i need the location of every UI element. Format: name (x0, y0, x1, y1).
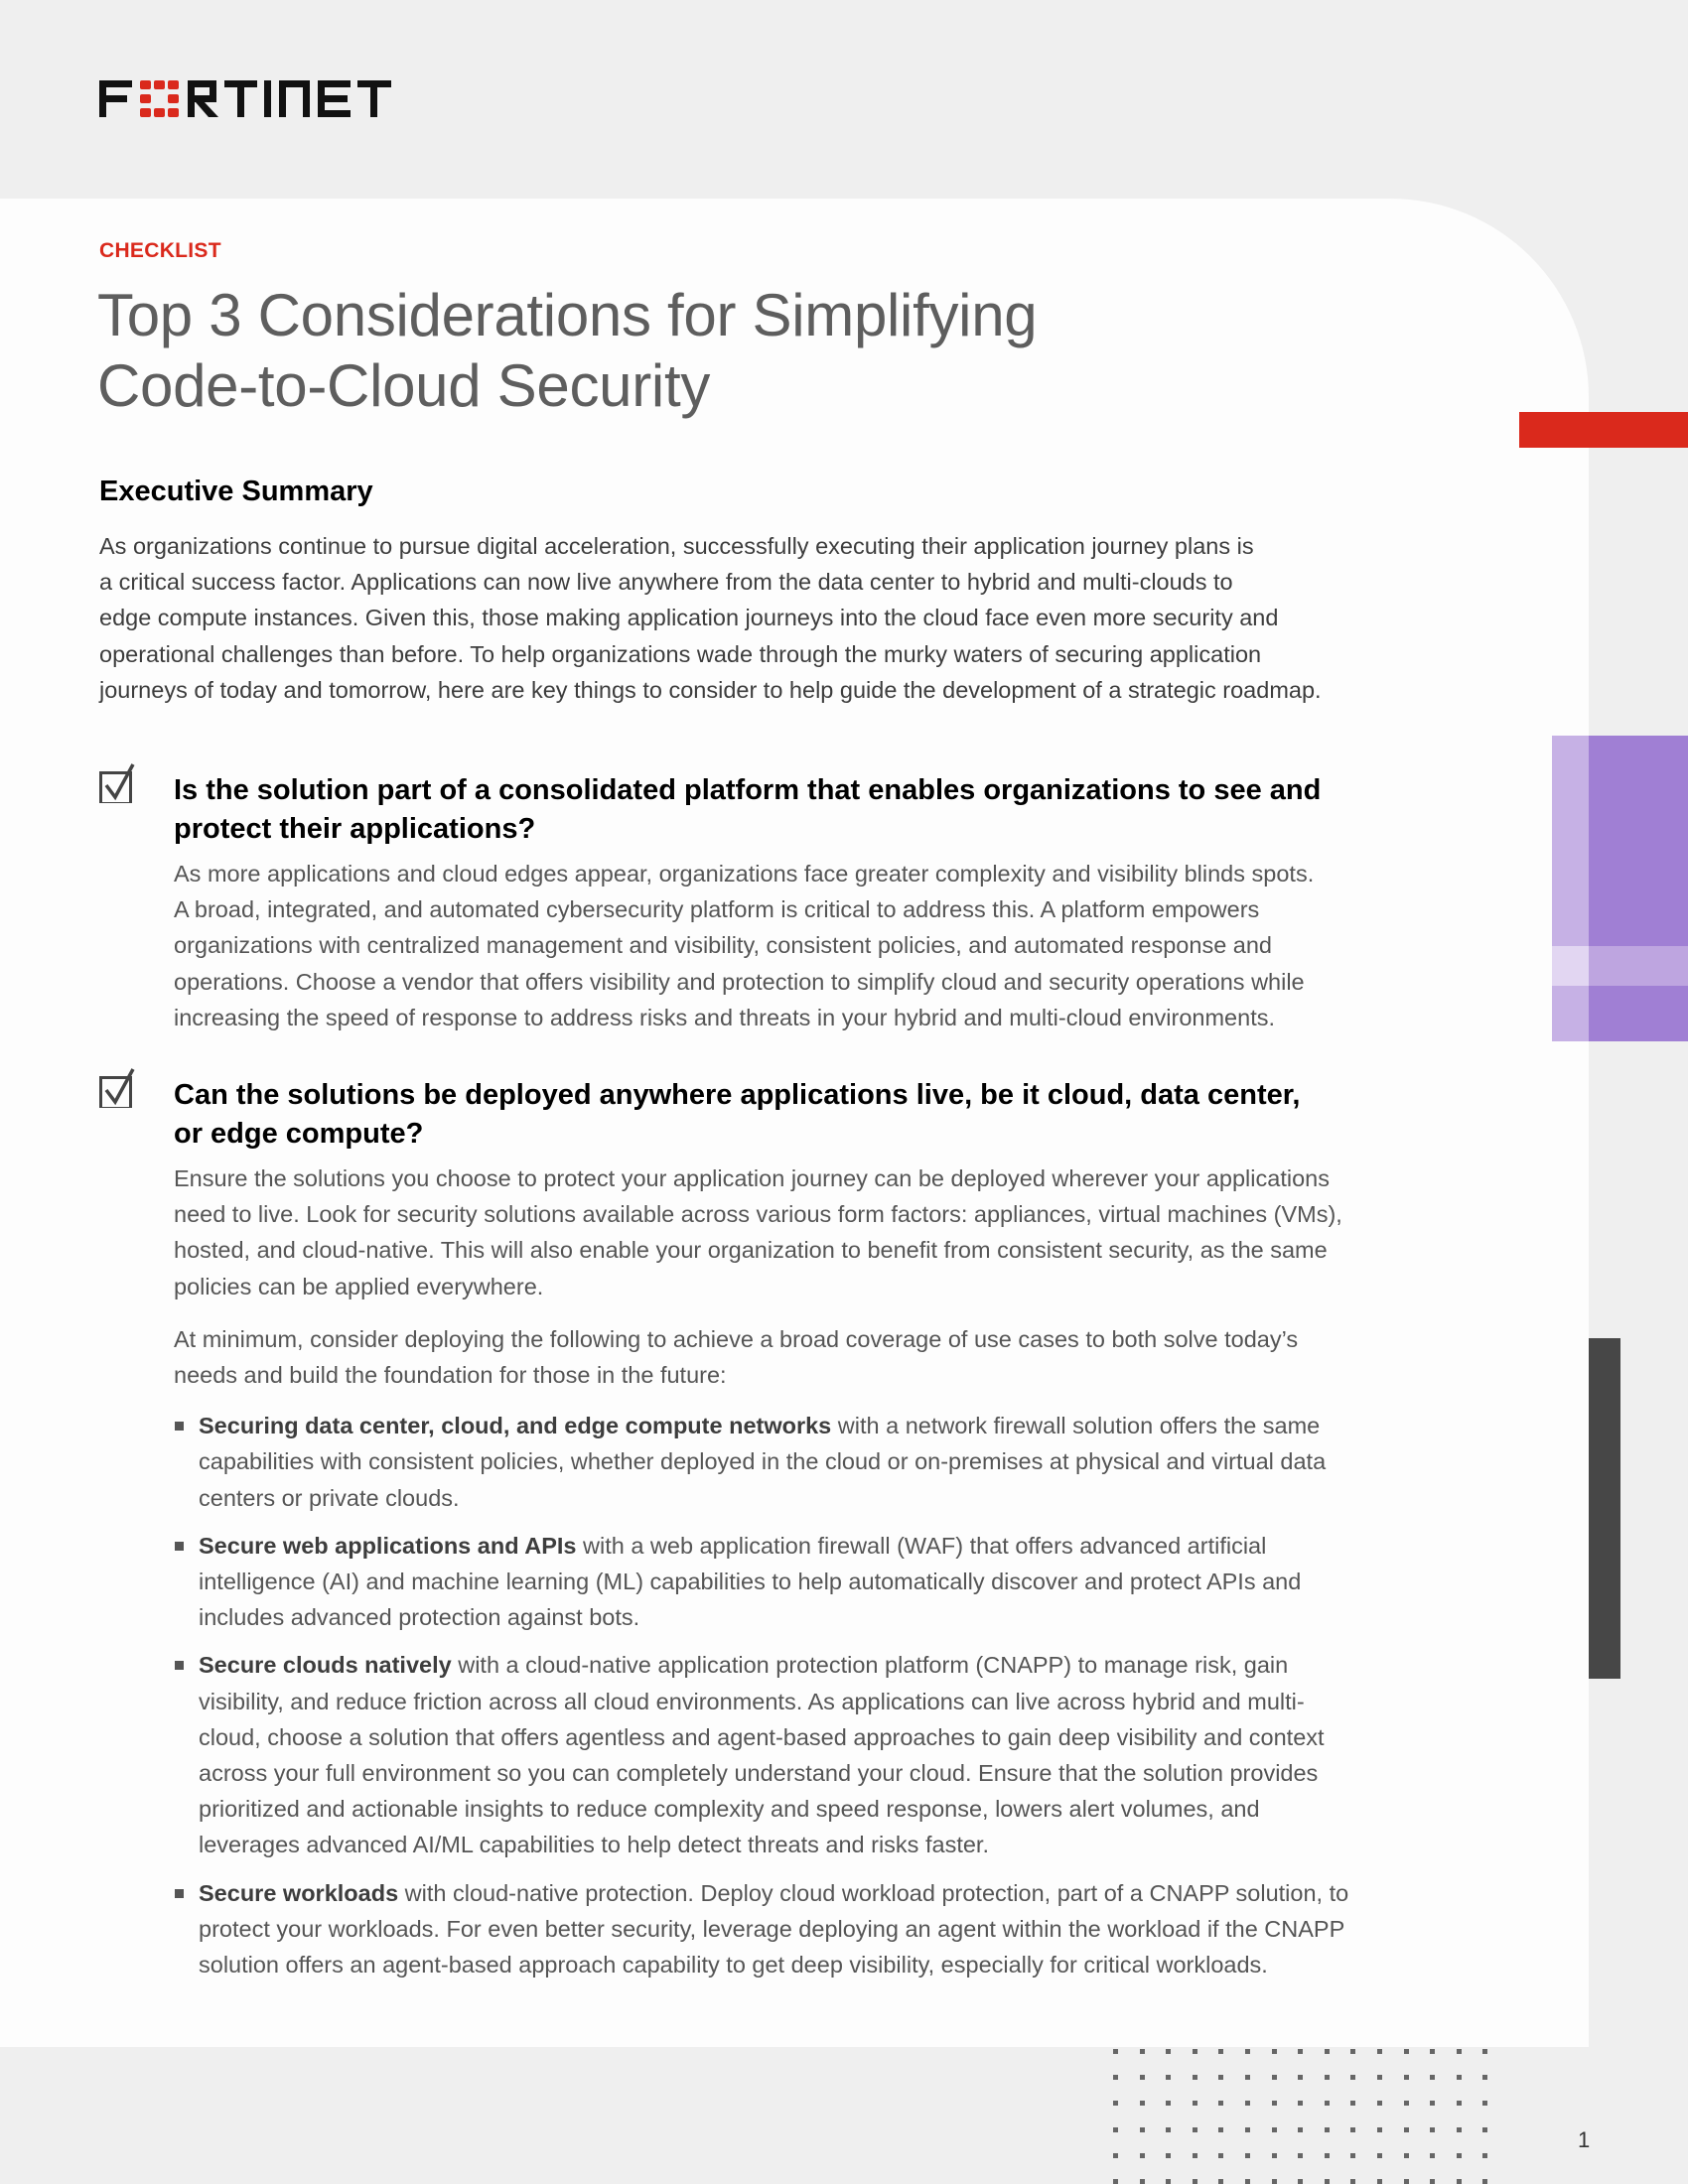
bullet-text: with a network firewall solution offers the same (831, 1413, 1321, 1439)
list-item (174, 1875, 1584, 1983)
bullet-text: solution offers an agent-based approach capability to get deep visibility, especially for critical workloads. (199, 1952, 1268, 1979)
checklist-answer (174, 856, 1584, 1035)
bullet-lead: Securing data center, cloud, and edge compute networks (199, 1413, 832, 1439)
answer-line: policies can be applied everywhere. (174, 1273, 544, 1299)
answer-paragraph (174, 1160, 1584, 1304)
answer-line: needs and build the foundation for those in the future: (174, 1362, 727, 1389)
question-line: Is the solution part of a consolidated platform that enables organizations to see and (174, 774, 1322, 806)
answer-line: A broad, integrated, and automated cybersecurity platform is critical to address this. A platform empowers (174, 896, 1260, 923)
bullet-text: includes advanced protection against bots. (199, 1604, 640, 1631)
bullet-lead: Secure clouds natively (199, 1652, 452, 1679)
summary-line: operational challenges than before. To help organizations wade through the murky waters of securing application (99, 640, 1262, 667)
bullet-text: prioritized and actionable insights to reduce complexity and speed response, lowers alert volumes, and (199, 1796, 1260, 1823)
summary-line: journeys of today and tomorrow, here are key things to consider to help guide the development of a strategic roadmap. (99, 676, 1322, 703)
bullet-text: with a web application firewall (WAF) that offers advanced artificial (576, 1532, 1267, 1559)
fortinet-logo (99, 80, 411, 117)
question-line: Can the solutions be deployed anywhere applications live, be it cloud, data center, (174, 1079, 1301, 1111)
title-line-1: Top 3 Considerations for Simplifying (97, 282, 1038, 348)
executive-summary-heading: Executive Summary (99, 476, 373, 507)
question-line: or edge compute? (174, 1118, 424, 1150)
list-item (174, 1647, 1584, 1862)
bullet-lead: Secure web applications and APIs (199, 1532, 577, 1559)
bullet-lead: Secure workloads (199, 1879, 399, 1906)
answer-line: Ensure the solutions you choose to protect your application journey can be deployed wherever your applications (174, 1165, 1330, 1191)
answer-paragraph (174, 1321, 1584, 1393)
list-item (174, 1408, 1584, 1516)
summary-line: edge compute instances. Given this, those making application journeys into the cloud face even more security and (99, 605, 1279, 631)
answer-line: As more applications and cloud edges appear, organizations face greater complexity and visibility blinds spots. (174, 861, 1315, 887)
answer-line: need to live. Look for security solutions available across various form factors: appliances, virtual machines (VMs), (174, 1201, 1342, 1228)
title-line-2: Code-to-Cloud Security (97, 352, 711, 419)
bullet-text: visibility, and reduce friction across all cloud environments. As applications can live across hybrid and multi- (199, 1688, 1305, 1714)
recommendations-list (174, 1408, 1584, 1982)
document-type-label: CHECKLIST (99, 239, 221, 262)
square-bullet-icon (175, 1661, 184, 1670)
checklist-answer (174, 1160, 1584, 1994)
executive-summary-body (99, 528, 1509, 708)
bullet-text: centers or private clouds. (199, 1484, 460, 1511)
page-number: 1 (1578, 2127, 1591, 2152)
decorative-red-bar (1519, 412, 1688, 448)
list-item (174, 1528, 1584, 1636)
answer-line: hosted, and cloud-native. This will also enable your organization to benefit from consistent security, as the same (174, 1237, 1328, 1264)
checklist-question (174, 771, 1524, 849)
checkbox-checked-icon (99, 1064, 139, 1108)
answer-line: organizations with centralized management and visibility, consistent policies, and automated response and (174, 932, 1273, 959)
page-title (97, 280, 1289, 421)
bullet-text: protect your workloads. For even better security, leverage deploying an agent within the workload if the CNAPP (199, 1915, 1345, 1942)
summary-line: As organizations continue to pursue digital acceleration, successfully executing their application journey plans is (99, 533, 1254, 559)
square-bullet-icon (175, 1422, 184, 1431)
answer-line: operations. Choose a vendor that offers visibility and protection to simplify cloud and security operations while (174, 968, 1305, 995)
square-bullet-icon (175, 1889, 184, 1898)
decorative-dark-bar (1589, 1338, 1620, 1679)
bullet-text: cloud, choose a solution that offers agentless and agent-based approaches to gain deep visibility and context (199, 1723, 1325, 1750)
bullet-text: with cloud-native protection. Deploy cloud workload protection, part of a CNAPP solution, to (398, 1879, 1349, 1906)
checklist-question (174, 1076, 1524, 1154)
square-bullet-icon (175, 1542, 184, 1551)
question-line: protect their applications? (174, 813, 536, 845)
bullet-text: leverages advanced AI/ML capabilities to help detect threats and risks faster. (199, 1832, 989, 1858)
bullet-text: with a cloud-native application protection platform (CNAPP) to manage risk, gain (451, 1652, 1289, 1679)
bullet-text: across your full environment so you can completely understand your cloud. Ensure that the solution provides (199, 1760, 1319, 1787)
summary-line: a critical success factor. Applications can now live anywhere from the data center to hybrid and multi-clouds to (99, 569, 1233, 596)
answer-line: increasing the speed of response to address risks and threats in your hybrid and multi-cloud environments. (174, 1004, 1276, 1030)
checkbox-checked-icon (99, 759, 139, 803)
bullet-text: intelligence (AI) and machine learning (ML) capabilities to help automatically discover and protect APIs and (199, 1569, 1302, 1595)
answer-line: At minimum, consider deploying the following to achieve a broad coverage of use cases to both solve today’s (174, 1325, 1299, 1352)
bullet-text: capabilities with consistent policies, whether deployed in the cloud or on-premises at physical and virtual data (199, 1448, 1327, 1475)
